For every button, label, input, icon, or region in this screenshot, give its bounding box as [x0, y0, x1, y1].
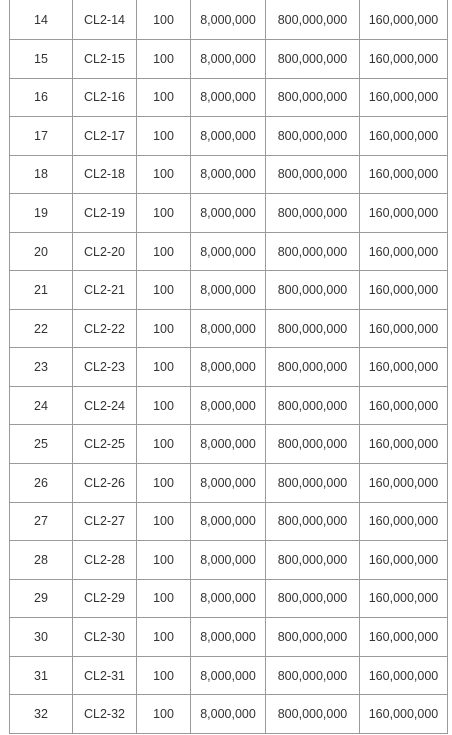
tax-amount-cell: 160,000,000 [360, 194, 448, 233]
tax-amount-cell: 160,000,000 [360, 502, 448, 541]
quantity-cell: 100 [137, 155, 191, 194]
total-amount-cell: 800,000,000 [266, 502, 360, 541]
row-number-cell: 16 [10, 78, 73, 117]
quantity-cell: 100 [137, 78, 191, 117]
tax-amount-cell: 160,000,000 [360, 656, 448, 695]
unit-price-cell: 8,000,000 [191, 348, 266, 387]
table-row [10, 425, 448, 464]
table-row [10, 271, 448, 310]
total-amount-cell: 800,000,000 [266, 579, 360, 618]
quantity-cell: 100 [137, 40, 191, 79]
row-number-cell: 29 [10, 579, 73, 618]
table-row [10, 78, 448, 117]
unit-price-cell: 8,000,000 [191, 155, 266, 194]
row-number-cell: 18 [10, 155, 73, 194]
quantity-cell: 100 [137, 618, 191, 657]
unit-price-cell: 8,000,000 [191, 656, 266, 695]
unit-price-cell: 8,000,000 [191, 232, 266, 271]
quantity-cell: 100 [137, 579, 191, 618]
total-amount-cell: 800,000,000 [266, 348, 360, 387]
code-cell: CL2-16 [73, 78, 137, 117]
code-cell: CL2-32 [73, 695, 137, 734]
quantity-cell: 100 [137, 656, 191, 695]
quantity-cell: 100 [137, 425, 191, 464]
total-amount-cell: 800,000,000 [266, 464, 360, 503]
tax-amount-cell: 160,000,000 [360, 695, 448, 734]
quantity-cell: 100 [137, 194, 191, 233]
table-row [10, 348, 448, 387]
unit-price-cell: 8,000,000 [191, 464, 266, 503]
quantity-cell: 100 [137, 348, 191, 387]
row-number-cell: 32 [10, 695, 73, 734]
unit-price-cell: 8,000,000 [191, 541, 266, 580]
total-amount-cell: 800,000,000 [266, 309, 360, 348]
row-number-cell: 17 [10, 117, 73, 156]
code-cell: CL2-21 [73, 271, 137, 310]
unit-price-cell: 8,000,000 [191, 425, 266, 464]
quantity-cell: 100 [137, 541, 191, 580]
table-row [10, 155, 448, 194]
row-number-cell: 14 [10, 0, 73, 40]
unit-price-cell: 8,000,000 [191, 618, 266, 657]
table-row [10, 0, 448, 40]
code-cell: CL2-15 [73, 40, 137, 79]
tax-amount-cell: 160,000,000 [360, 579, 448, 618]
table-row [10, 40, 448, 79]
tax-amount-cell: 160,000,000 [360, 117, 448, 156]
tax-amount-cell: 160,000,000 [360, 541, 448, 580]
tax-amount-cell: 160,000,000 [360, 0, 448, 40]
tax-amount-cell: 160,000,000 [360, 78, 448, 117]
data-table-container [9, 0, 447, 734]
data-table [9, 0, 448, 734]
unit-price-cell: 8,000,000 [191, 502, 266, 541]
total-amount-cell: 800,000,000 [266, 0, 360, 40]
quantity-cell: 100 [137, 464, 191, 503]
row-number-cell: 25 [10, 425, 73, 464]
table-row [10, 309, 448, 348]
table-body [10, 0, 448, 733]
tax-amount-cell: 160,000,000 [360, 386, 448, 425]
total-amount-cell: 800,000,000 [266, 695, 360, 734]
table-row [10, 232, 448, 271]
row-number-cell: 30 [10, 618, 73, 657]
table-row [10, 117, 448, 156]
quantity-cell: 100 [137, 695, 191, 734]
code-cell: CL2-24 [73, 386, 137, 425]
tax-amount-cell: 160,000,000 [360, 618, 448, 657]
quantity-cell: 100 [137, 502, 191, 541]
code-cell: CL2-29 [73, 579, 137, 618]
code-cell: CL2-31 [73, 656, 137, 695]
tax-amount-cell: 160,000,000 [360, 309, 448, 348]
tax-amount-cell: 160,000,000 [360, 40, 448, 79]
total-amount-cell: 800,000,000 [266, 425, 360, 464]
unit-price-cell: 8,000,000 [191, 579, 266, 618]
code-cell: CL2-18 [73, 155, 137, 194]
table-row [10, 386, 448, 425]
row-number-cell: 20 [10, 232, 73, 271]
unit-price-cell: 8,000,000 [191, 0, 266, 40]
quantity-cell: 100 [137, 386, 191, 425]
total-amount-cell: 800,000,000 [266, 78, 360, 117]
code-cell: CL2-20 [73, 232, 137, 271]
code-cell: CL2-17 [73, 117, 137, 156]
code-cell: CL2-28 [73, 541, 137, 580]
row-number-cell: 22 [10, 309, 73, 348]
tax-amount-cell: 160,000,000 [360, 155, 448, 194]
code-cell: CL2-27 [73, 502, 137, 541]
total-amount-cell: 800,000,000 [266, 386, 360, 425]
total-amount-cell: 800,000,000 [266, 271, 360, 310]
table-row [10, 502, 448, 541]
total-amount-cell: 800,000,000 [266, 194, 360, 233]
unit-price-cell: 8,000,000 [191, 194, 266, 233]
unit-price-cell: 8,000,000 [191, 386, 266, 425]
row-number-cell: 23 [10, 348, 73, 387]
code-cell: CL2-23 [73, 348, 137, 387]
row-number-cell: 31 [10, 656, 73, 695]
unit-price-cell: 8,000,000 [191, 40, 266, 79]
table-row [10, 656, 448, 695]
table-row [10, 541, 448, 580]
total-amount-cell: 800,000,000 [266, 155, 360, 194]
tax-amount-cell: 160,000,000 [360, 271, 448, 310]
table-row [10, 618, 448, 657]
unit-price-cell: 8,000,000 [191, 117, 266, 156]
row-number-cell: 27 [10, 502, 73, 541]
code-cell: CL2-30 [73, 618, 137, 657]
code-cell: CL2-14 [73, 0, 137, 40]
row-number-cell: 21 [10, 271, 73, 310]
unit-price-cell: 8,000,000 [191, 309, 266, 348]
quantity-cell: 100 [137, 309, 191, 348]
unit-price-cell: 8,000,000 [191, 78, 266, 117]
total-amount-cell: 800,000,000 [266, 117, 360, 156]
row-number-cell: 28 [10, 541, 73, 580]
row-number-cell: 24 [10, 386, 73, 425]
total-amount-cell: 800,000,000 [266, 232, 360, 271]
row-number-cell: 26 [10, 464, 73, 503]
code-cell: CL2-22 [73, 309, 137, 348]
unit-price-cell: 8,000,000 [191, 271, 266, 310]
total-amount-cell: 800,000,000 [266, 656, 360, 695]
total-amount-cell: 800,000,000 [266, 40, 360, 79]
table-row [10, 579, 448, 618]
code-cell: CL2-26 [73, 464, 137, 503]
table-row [10, 464, 448, 503]
total-amount-cell: 800,000,000 [266, 541, 360, 580]
tax-amount-cell: 160,000,000 [360, 348, 448, 387]
quantity-cell: 100 [137, 232, 191, 271]
tax-amount-cell: 160,000,000 [360, 425, 448, 464]
table-row [10, 695, 448, 734]
row-number-cell: 15 [10, 40, 73, 79]
table-row [10, 194, 448, 233]
row-number-cell: 19 [10, 194, 73, 233]
total-amount-cell: 800,000,000 [266, 618, 360, 657]
quantity-cell: 100 [137, 0, 191, 40]
tax-amount-cell: 160,000,000 [360, 464, 448, 503]
quantity-cell: 100 [137, 271, 191, 310]
code-cell: CL2-19 [73, 194, 137, 233]
unit-price-cell: 8,000,000 [191, 695, 266, 734]
quantity-cell: 100 [137, 117, 191, 156]
tax-amount-cell: 160,000,000 [360, 232, 448, 271]
code-cell: CL2-25 [73, 425, 137, 464]
